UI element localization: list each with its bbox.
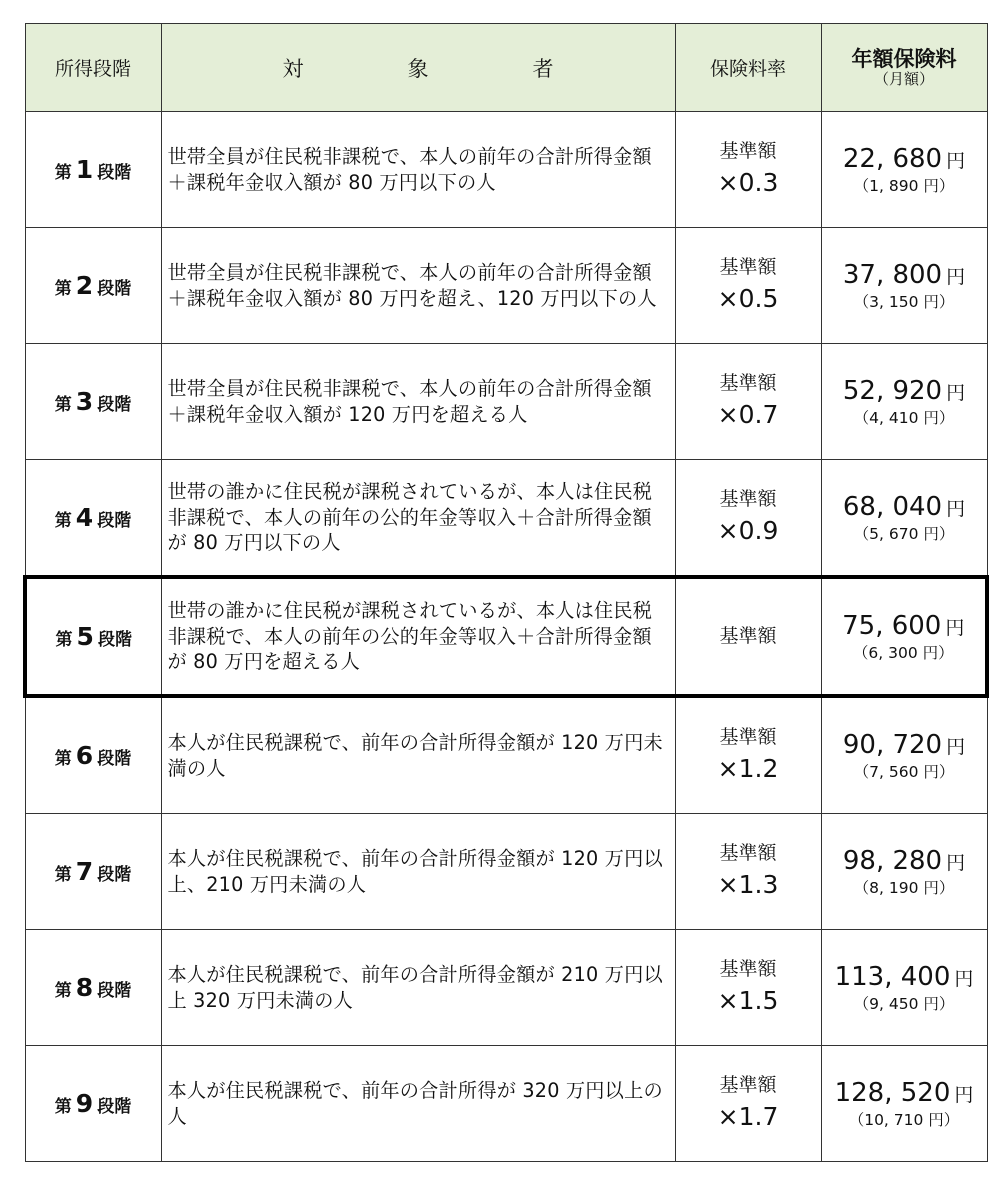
monthly-amount: （6, 300 円） [852,644,954,663]
stage-prefix: 第 [54,1097,72,1117]
annual-value: 90, 720 [842,729,943,760]
stage-suffix: 段階 [97,749,132,769]
stage-suffix: 段階 [97,981,132,1001]
premium-table [23,23,989,1162]
amount-cell [821,112,987,228]
stage-number: 9 [75,1089,94,1118]
rate-base: 基準額 [719,725,777,748]
annual-amount [822,610,986,643]
stage-suffix: 段階 [97,163,132,183]
rate-cell [675,930,821,1046]
table-row [25,930,987,1046]
rate-multiplier: ×0.3 [717,168,779,198]
annual-value: 68, 040 [842,491,943,522]
annual-value: 37, 800 [842,259,943,290]
header-annual-label: 年額保険料 [851,46,957,71]
amount-cell [821,344,987,460]
target-description: 世帯全員が住民税非課税で、本人の前年の合計所得金額＋課税年金収入額が 80 万円以下の人 [161,112,675,228]
table-row [25,112,987,228]
annual-amount [822,259,987,292]
stage-cell [25,930,161,1046]
header-target [161,24,675,112]
annual-value: 128, 520 [834,1077,951,1108]
yen-unit: 円 [946,149,966,172]
target-description: 本人が住民税課税で、前年の合計所得金額が 210 万円以上 320 万円未満の人 [161,930,675,1046]
annual-amount [822,143,987,176]
monthly-amount: （3, 150 円） [853,293,955,312]
target-description: 本人が住民税課税で、前年の合計所得金額が 120 万円未満の人 [161,696,675,814]
rate-cell [675,696,821,814]
table-body [25,112,987,1162]
yen-unit: 円 [946,381,966,404]
rate-cell [675,228,821,344]
annual-amount [822,491,987,524]
monthly-amount: （5, 670 円） [853,525,955,544]
stage-suffix: 段階 [97,865,132,885]
rate-base: 基準額 [719,139,777,162]
annual-amount [822,729,987,762]
rate-multiplier: ×0.9 [717,516,779,546]
rate-base: 基準額 [719,957,777,980]
annual-amount [822,845,987,878]
rate-base: 基準額 [719,1073,777,1096]
rate-cell [675,1046,821,1162]
rate-cell [675,577,821,696]
rate-multiplier: ×1.5 [717,986,779,1016]
header-target-char: 者 [532,56,554,81]
amount-cell [821,577,987,696]
stage-prefix: 第 [54,511,72,531]
monthly-amount: （9, 450 円） [853,995,955,1014]
amount-cell [821,228,987,344]
monthly-amount: （1, 890 円） [853,177,955,196]
amount-cell [821,930,987,1046]
table-row [25,460,987,578]
rate-cell [675,112,821,228]
rate-cell [675,814,821,930]
table-row-highlighted [25,577,987,696]
stage-cell [25,228,161,344]
rate-base: 基準額 [719,841,777,864]
annual-value: 98, 280 [842,845,943,876]
monthly-amount: （10, 710 円） [848,1111,960,1130]
rate-multiplier: ×0.5 [717,284,779,314]
table-row [25,1046,987,1162]
stage-suffix: 段階 [97,395,132,415]
rate-multiplier: ×1.3 [717,870,779,900]
stage-prefix: 第 [54,163,72,183]
stage-prefix: 第 [54,749,72,769]
stage-cell [25,1046,161,1162]
annual-amount [822,1077,987,1110]
stage-cell [25,577,161,696]
annual-amount [822,375,987,408]
rate-cell [675,344,821,460]
stage-number: 8 [75,973,94,1002]
stage-cell [25,344,161,460]
target-description: 世帯全員が住民税非課税で、本人の前年の合計所得金額＋課税年金収入額が 120 万円を超える人 [161,344,675,460]
yen-unit: 円 [954,1083,974,1106]
stage-cell [25,112,161,228]
stage-suffix: 段階 [97,630,132,650]
monthly-amount: （7, 560 円） [853,763,955,782]
yen-unit: 円 [946,851,966,874]
stage-number: 1 [75,155,94,184]
yen-unit: 円 [946,265,966,288]
rate-multiplier: ×1.7 [717,1102,779,1132]
stage-cell [25,460,161,578]
stage-prefix: 第 [54,279,72,299]
monthly-amount: （4, 410 円） [853,409,955,428]
rate-cell [675,460,821,578]
stage-number: 5 [76,622,94,651]
stage-suffix: 段階 [97,1097,132,1117]
target-description: 世帯の誰かに住民税が課税されているが、本人は住民税非課税で、本人の前年の公的年金等収入＋合計所得金額が 80 万円以下の人 [161,460,675,578]
target-description: 世帯の誰かに住民税が課税されているが、本人は住民税非課税で、本人の前年の公的年金等収入＋合計所得金額が 80 万円を超える人 [161,577,675,696]
table-row [25,696,987,814]
stage-prefix: 第 [54,395,72,415]
rate-base: 基準額 [719,371,777,394]
table-row [25,228,987,344]
header-target-char: 対 [282,56,304,81]
target-description: 世帯全員が住民税非課税で、本人の前年の合計所得金額＋課税年金収入額が 80 万円を超え、120 万円以下の人 [161,228,675,344]
rate-multiplier: ×1.2 [717,754,779,784]
target-description: 本人が住民税課税で、前年の合計所得金額が 120 万円以上、210 万円未満の人 [161,814,675,930]
table-row [25,344,987,460]
stage-number: 2 [75,271,94,300]
stage-prefix: 第 [55,630,73,650]
stage-number: 3 [75,387,94,416]
amount-cell [821,1046,987,1162]
monthly-amount: （8, 190 円） [853,879,955,898]
annual-value: 113, 400 [834,961,951,992]
annual-value: 52, 920 [842,375,943,406]
rate-base: 基準額 [719,624,777,647]
header-row [25,24,987,112]
stage-number: 6 [75,741,94,770]
stage-suffix: 段階 [97,279,132,299]
yen-unit: 円 [954,967,974,990]
annual-value: 22, 680 [842,143,943,174]
annual-amount [822,961,987,994]
annual-value: 75, 600 [842,610,942,641]
table-row [25,814,987,930]
stage-prefix: 第 [54,981,72,1001]
rate-base: 基準額 [719,487,777,510]
header-annual [821,24,987,112]
stage-cell [25,696,161,814]
yen-unit: 円 [946,735,966,758]
yen-unit: 円 [945,616,965,639]
target-description: 本人が住民税課税で、前年の合計所得が 320 万円以上の人 [161,1046,675,1162]
amount-cell [821,460,987,578]
yen-unit: 円 [946,497,966,520]
stage-suffix: 段階 [97,511,132,531]
rate-base: 基準額 [719,255,777,278]
stage-cell [25,814,161,930]
stage-number: 4 [75,503,94,532]
header-stage: 所得段階 [25,24,161,112]
header-target-char: 象 [407,56,429,81]
stage-prefix: 第 [54,865,72,885]
amount-cell [821,696,987,814]
rate-multiplier: ×0.7 [717,400,779,430]
header-rate: 保険料率 [675,24,821,112]
amount-cell [821,814,987,930]
header-monthly-label: （月額） [873,69,934,88]
stage-number: 7 [75,857,94,886]
